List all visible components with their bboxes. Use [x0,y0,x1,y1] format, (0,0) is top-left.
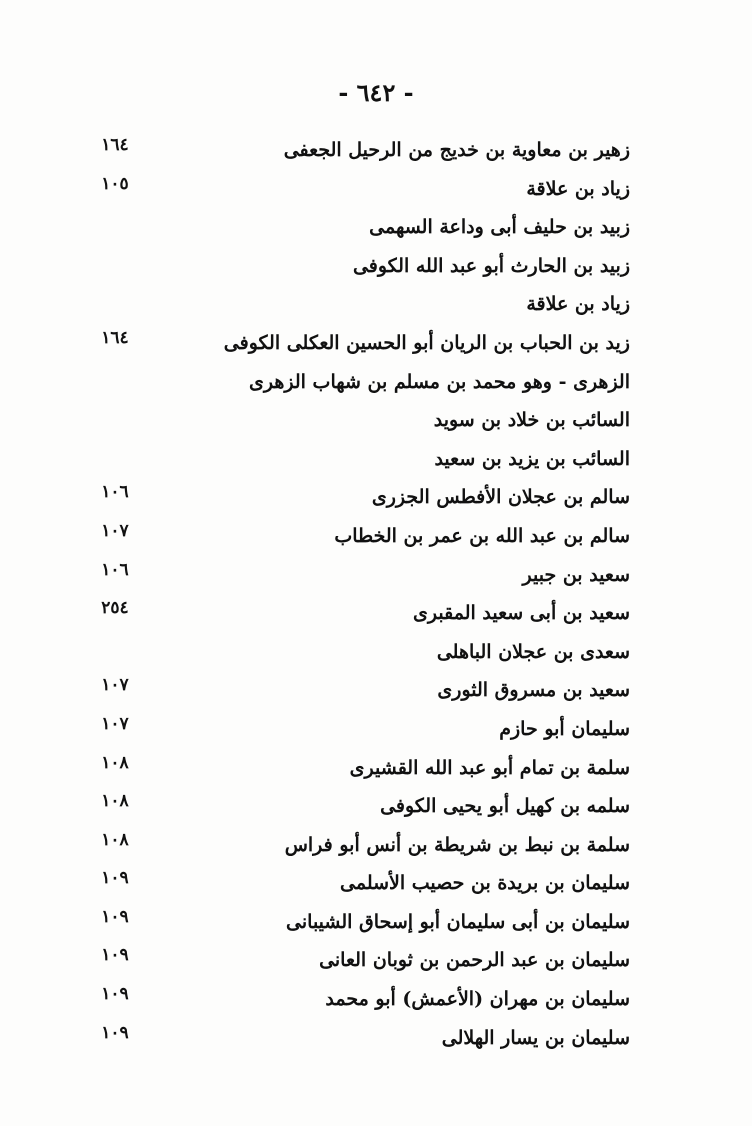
entry-name: زهير بن معاوية بن خديج من الرحيل الجعفى [283,139,630,161]
index-entry [80,442,630,481]
entry-name: سعيد بن أبى سعيد المقبرى [413,602,630,625]
index-entry [80,480,630,519]
entry-name: السائب بن خلاد بن سويد [433,409,630,432]
entry-page-number: ١٠٩ [101,906,129,927]
entry-name: سعيد بن مسروق الثورى [437,679,630,702]
entry-page-number: ١٦٤ [101,327,129,348]
index-entry [80,287,630,326]
entry-name: زبيد بن الحارث أبو عبد الله الكوفى [352,254,630,277]
index-entry [80,635,630,674]
entry-page-number: ١٠٧ [101,713,129,734]
index-entry [80,1021,630,1060]
entry-page-number: ١٦٤ [101,135,129,155]
index-entry [80,905,630,944]
entry-name: سلمه بن كهيل أبو يحيى الكوفى [380,795,630,818]
index-entry [80,673,630,712]
entry-page-number: ١٠٩ [101,868,129,889]
index-entry [80,326,630,365]
entry-name: سلمة بن تمام أبو عبد الله القشيرى [349,756,630,779]
entry-name: سالم بن عبد الله بن عمر بن الخطاب [334,524,630,547]
entry-name: زبيد بن حليف أبى وداعة السهمى [369,216,630,239]
entry-name: زياد بن علاقة [526,293,630,316]
entry-name: السائب بن يزيد بن سعيد [434,447,630,470]
index-entry-list [80,133,630,1059]
entry-name: سليمان بن بريدة بن حصيب الأسلمى [340,872,630,895]
index-entry [80,982,630,1021]
entry-name: زياد بن علاقة [526,177,630,200]
index-entry [80,866,630,905]
index-entry [80,751,630,790]
index-entry [80,789,630,828]
entry-page-number: ٢٥٤ [101,598,129,619]
entry-page-number: ١٠٦ [101,482,129,503]
index-entry [80,828,630,867]
entry-name: الزهرى - وهو محمد بن مسلم بن شهاب الزهرى [249,370,630,393]
entry-name: زيد بن الحباب بن الريان أبو الحسين العكلى الكوفى [223,331,630,354]
entry-page-number: ١٠٧ [101,520,129,541]
index-entry [80,596,630,635]
index-entry [80,172,630,211]
entry-page-number: ١٠٩ [101,945,129,966]
index-entry [80,519,630,558]
index-entry [80,249,630,288]
index-entry [80,943,630,982]
index-entry [80,365,630,404]
index-entry [80,403,630,442]
entry-name: سليمان أبو حازم [499,717,630,740]
entry-name: سليمان بن عبد الرحمن بن ثوبان العانى [319,949,630,972]
index-entry [80,558,630,597]
entry-name: سالم بن عجلان الأفطس الجزرى [371,486,630,509]
entry-name: سليمان بن أبى سليمان أبو إسحاق الشيبانى [286,910,630,933]
index-entry [80,210,630,249]
entry-name: سعيد بن جبير [522,563,630,586]
entry-page-number: ١٠٨ [101,752,129,773]
entry-page-number: ١٠٥ [101,173,129,194]
entry-page-number: ١٠٩ [101,1022,129,1043]
entry-name: سعدى بن عجلان الباهلى [436,640,630,663]
entry-page-number: ١٠٧ [101,675,129,696]
index-entry [80,133,630,172]
entry-page-number: ١٠٦ [101,559,129,580]
entry-page-number: ١٠٨ [101,829,129,850]
page-number-header: - ٦٤٢ - [338,78,414,107]
entry-name: سليمان بن مهران (الأعمش) أبو محمد [325,988,630,1011]
entry-name: سليمان بن يسار الهلالى [441,1026,630,1049]
entry-page-number: ١٠٨ [101,791,129,812]
index-entry [80,712,630,751]
entry-name: سلمة بن نبط بن شريطة بن أنس أبو فراس [284,833,630,856]
entry-page-number: ١٠٩ [101,984,129,1005]
